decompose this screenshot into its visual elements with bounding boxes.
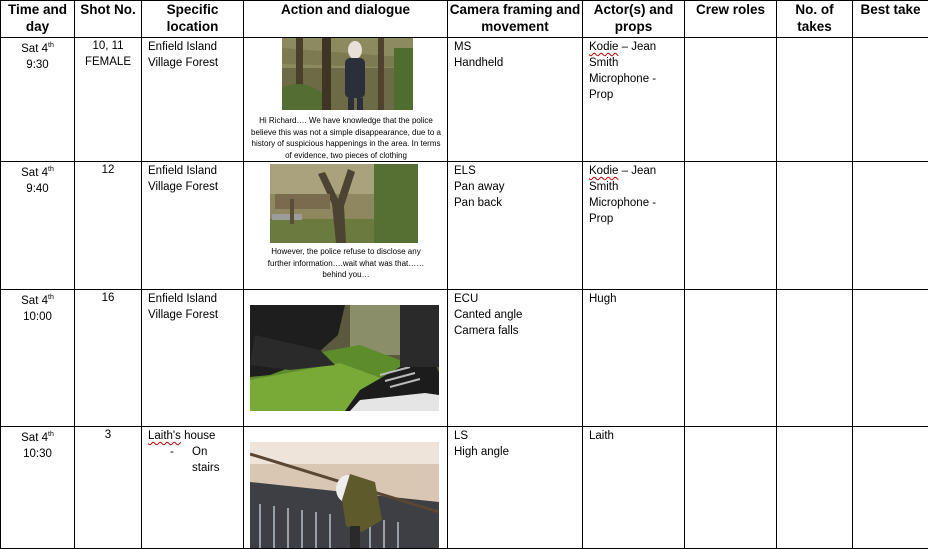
crew-cell	[685, 162, 777, 290]
location-cell	[142, 427, 244, 549]
table-row	[1, 427, 928, 549]
crew-cell	[685, 38, 777, 162]
day-suffix: th	[48, 166, 54, 173]
action-cell	[244, 427, 448, 549]
table-row	[1, 162, 928, 290]
shot-cell	[75, 427, 142, 549]
actor-name: Kodie	[589, 165, 618, 177]
location-sub: On	[192, 444, 207, 460]
shot-note: FEMALE	[75, 54, 141, 70]
action-cell	[244, 290, 448, 427]
day-suffix: th	[48, 294, 54, 301]
time-text: 10:00	[1, 309, 74, 325]
prop-text: Prop	[589, 87, 684, 103]
takes-cell	[777, 162, 853, 290]
camera-framing: MS	[454, 39, 582, 55]
table-row	[1, 290, 928, 427]
day-text: Sat 4	[21, 167, 48, 179]
actor-name: Laith	[589, 428, 684, 444]
header-camera: Camera framing and movement	[448, 1, 583, 38]
dialogue-caption: However, the police refuse to disclose any further information….wait what was that……behind you…	[260, 246, 432, 282]
camera-movement: Canted angle	[454, 307, 582, 323]
header-best: Best take	[853, 1, 928, 38]
day-suffix: th	[48, 42, 54, 49]
header-actors: Actor(s) and props	[583, 1, 685, 38]
header-location: Specific location	[142, 1, 244, 38]
best-take-cell	[853, 427, 928, 549]
header-crew: Crew roles	[685, 1, 777, 38]
camera-framing: ECU	[454, 291, 582, 307]
location-line: Enfield Island	[148, 291, 243, 307]
header-action: Action and dialogue	[244, 1, 448, 38]
location-line: Enfield Island	[148, 39, 243, 55]
actor-name: Hugh	[589, 291, 684, 307]
time-cell	[1, 290, 75, 427]
storyboard-image	[250, 305, 439, 411]
shot-number: 12	[75, 162, 141, 178]
actor-name: Kodie	[589, 41, 618, 53]
camera-cell	[448, 38, 583, 162]
shot-cell	[75, 290, 142, 427]
header-time: Time and day	[1, 1, 75, 38]
takes-cell	[777, 38, 853, 162]
time-cell	[1, 427, 75, 549]
location-cell	[142, 162, 244, 290]
prop-text: Microphone -	[589, 195, 684, 211]
actor-role: – Jean	[618, 41, 656, 53]
shot-number: 16	[75, 290, 141, 306]
day-text: Sat 4	[21, 432, 48, 444]
camera-cell	[448, 162, 583, 290]
best-take-cell	[853, 290, 928, 427]
crew-cell	[685, 290, 777, 427]
camera-movement: Camera falls	[454, 323, 582, 339]
day-suffix: th	[48, 431, 54, 438]
header-takes: No. of takes	[777, 1, 853, 38]
camera-framing: LS	[454, 428, 582, 444]
action-cell	[244, 38, 448, 162]
camera-movement: Pan back	[454, 195, 582, 211]
location-line: house	[181, 430, 216, 442]
time-text: 9:40	[1, 181, 74, 197]
list-dash: -	[148, 444, 192, 460]
location-cell	[142, 38, 244, 162]
location-line: Village Forest	[148, 179, 243, 195]
shot-number: 3	[75, 427, 141, 443]
time-text: 9:30	[1, 57, 74, 73]
header-row	[1, 1, 928, 38]
action-cell	[244, 162, 448, 290]
header-shot: Shot No.	[75, 1, 142, 38]
location-sub: stairs	[148, 460, 243, 476]
day-text: Sat 4	[21, 43, 48, 55]
best-take-cell	[853, 162, 928, 290]
prop-text: Microphone -	[589, 71, 684, 87]
actor-role: – Jean	[618, 165, 656, 177]
storyboard-image	[270, 164, 418, 243]
location-line: Village Forest	[148, 55, 243, 71]
time-cell	[1, 38, 75, 162]
storyboard-image	[250, 442, 439, 548]
storyboard-image	[282, 38, 413, 110]
table-row	[1, 38, 928, 162]
day-text: Sat 4	[21, 295, 48, 307]
location-cell	[142, 290, 244, 427]
time-cell	[1, 162, 75, 290]
actors-cell	[583, 162, 685, 290]
shot-cell	[75, 162, 142, 290]
actors-cell	[583, 290, 685, 427]
location-line: Enfield Island	[148, 163, 243, 179]
actor-role: Smith	[589, 55, 684, 71]
camera-movement: High angle	[454, 444, 582, 460]
actors-cell	[583, 38, 685, 162]
camera-cell	[448, 427, 583, 549]
location-name: Laith's	[148, 430, 181, 442]
prop-text: Prop	[589, 211, 684, 227]
best-take-cell	[853, 38, 928, 162]
location-line: Village Forest	[148, 307, 243, 323]
camera-cell	[448, 290, 583, 427]
takes-cell	[777, 427, 853, 549]
takes-cell	[777, 290, 853, 427]
actor-role: Smith	[589, 179, 684, 195]
crew-cell	[685, 427, 777, 549]
camera-framing: ELS	[454, 163, 582, 179]
shot-cell	[75, 38, 142, 162]
camera-movement: Pan away	[454, 179, 582, 195]
camera-movement: Handheld	[454, 55, 582, 71]
dialogue-caption: Hi Richard…. We have knowledge that the police believe this was not a simple disappearance, due to a history of suspicious happenings in the area. In terms of evidence, two pieces of clothing	[250, 115, 442, 161]
actors-cell	[583, 427, 685, 549]
shot-number: 10, 11	[75, 38, 141, 54]
time-text: 10:30	[1, 446, 74, 462]
